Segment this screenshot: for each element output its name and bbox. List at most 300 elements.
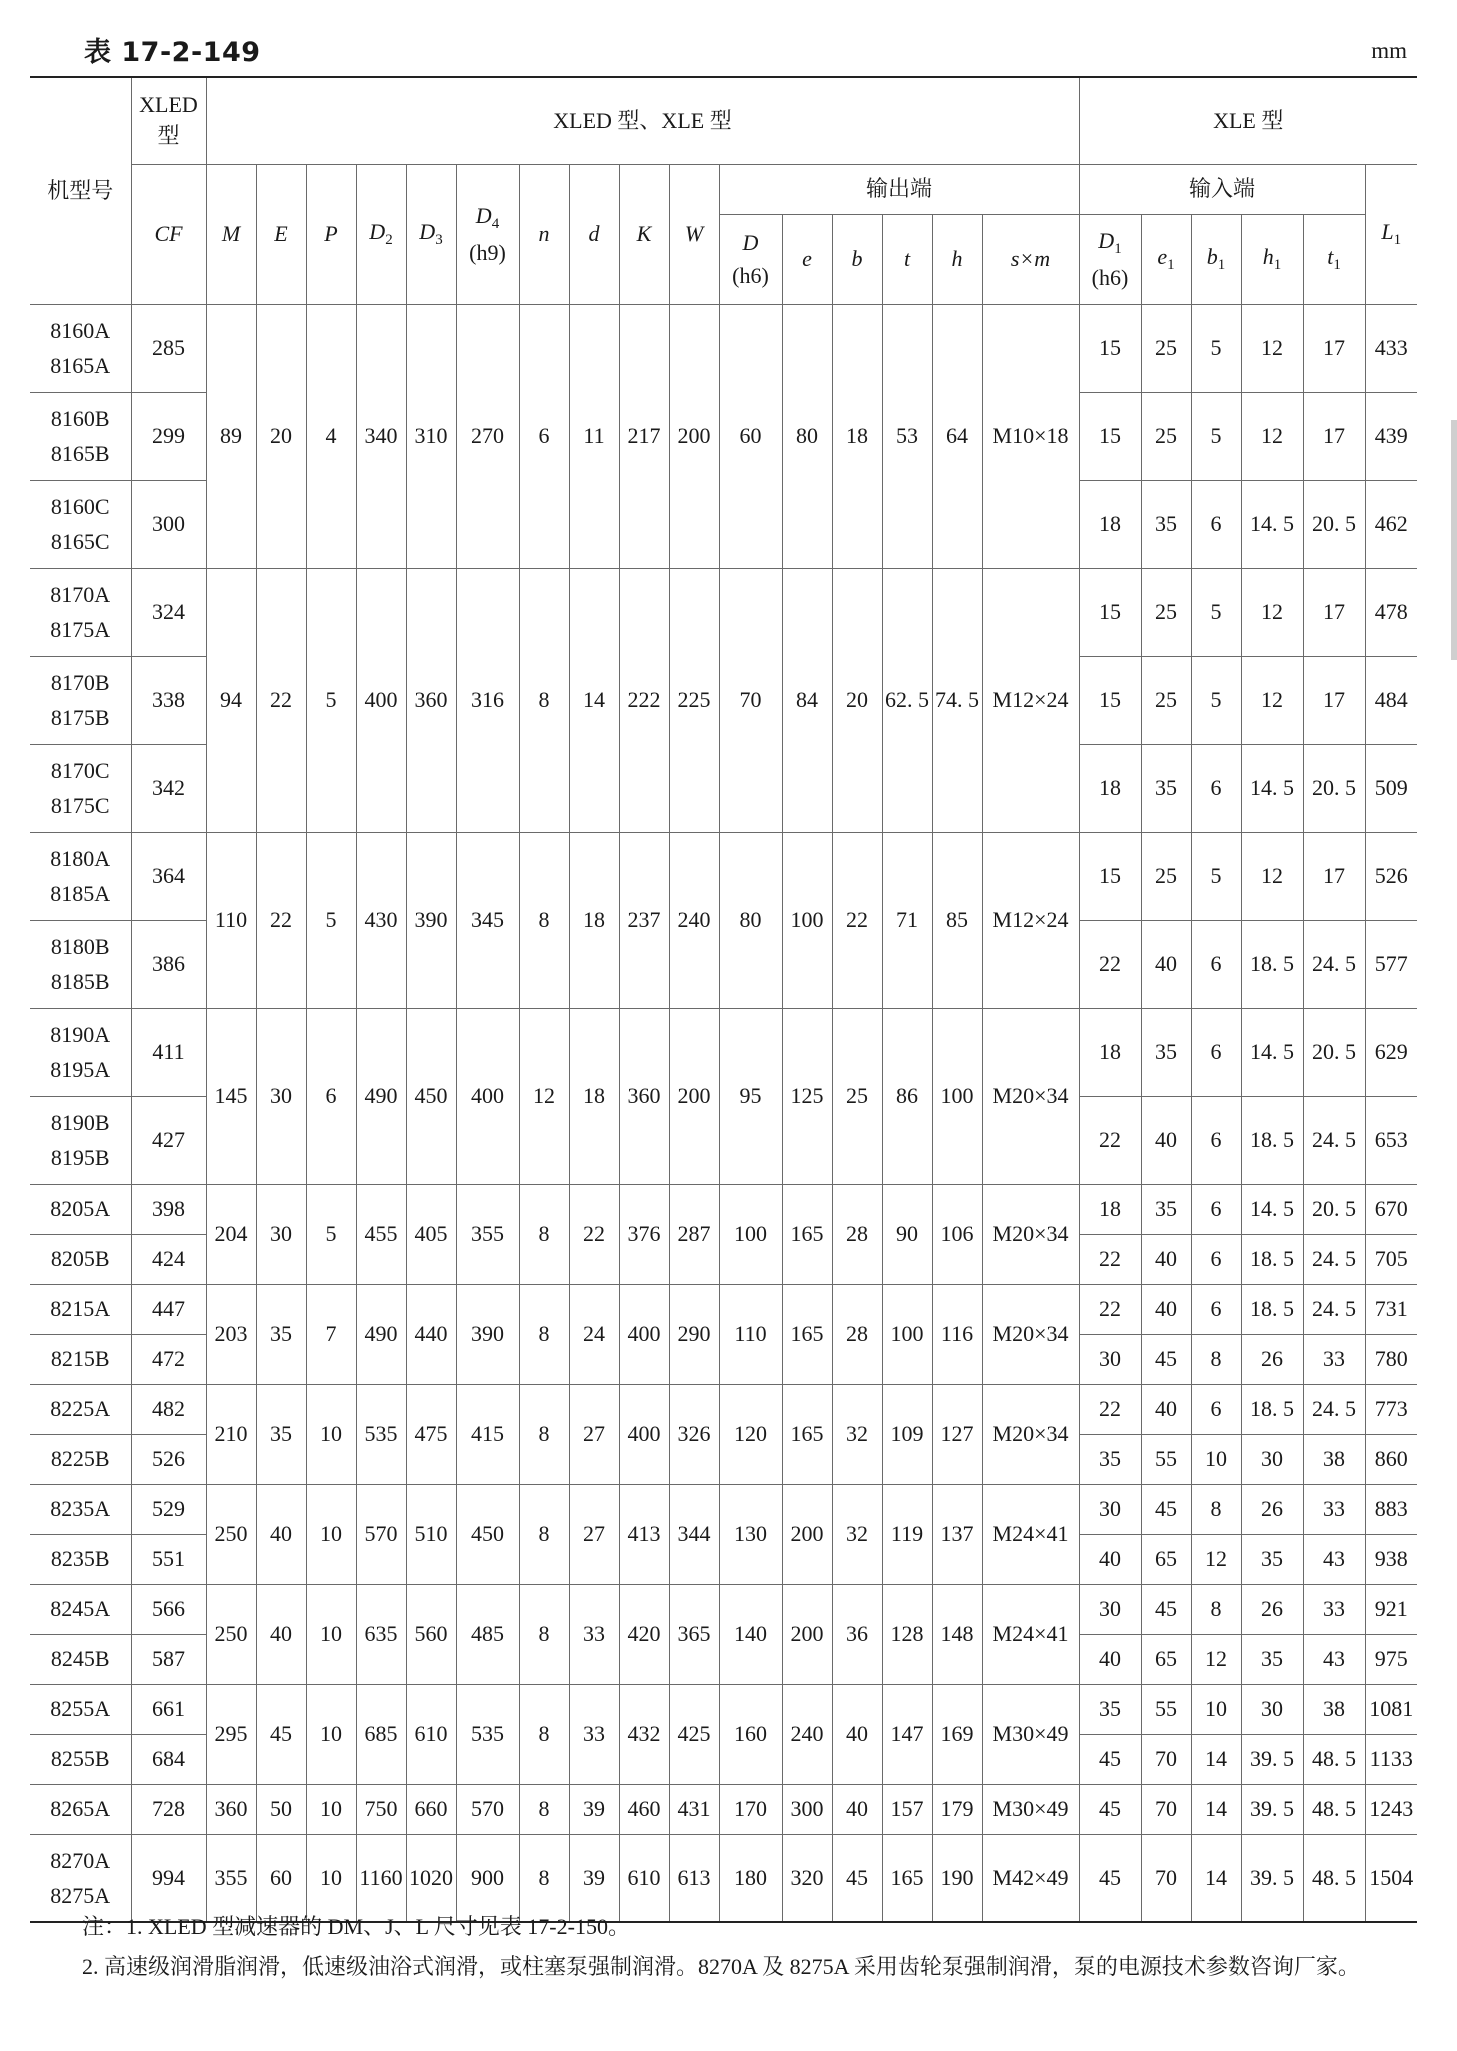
input-dim-cell: 18. 5 [1241,1234,1303,1284]
shared-dim-cell: 610 [406,1684,456,1784]
shared-dim-cell: 95 [719,1008,782,1184]
shared-dim-cell: 14 [569,568,619,832]
shared-dim-cell: 405 [406,1184,456,1284]
input-dim-cell: 25 [1141,392,1191,480]
input-dim-cell: 15 [1079,304,1141,392]
input-dim-cell: 35 [1141,1008,1191,1096]
shared-dim-cell: 400 [456,1008,519,1184]
table-row [30,1284,1417,1334]
input-dim-cell: 45 [1141,1484,1191,1534]
shared-dim-cell: 125 [782,1008,832,1184]
shared-dim-cell: 94 [206,568,256,832]
header-d2: $D_2$ [356,164,406,304]
shared-dim-cell: 535 [356,1384,406,1484]
l1-cell: 1504 [1365,1834,1417,1922]
input-dim-cell: 48. 5 [1303,1784,1365,1834]
input-dim-cell: 6 [1191,1184,1241,1234]
input-dim-cell: 39. 5 [1241,1734,1303,1784]
l1-cell: 670 [1365,1184,1417,1234]
input-dim-cell: 70 [1141,1784,1191,1834]
shared-dim-cell: 344 [669,1484,719,1584]
shared-dim-cell: 340 [356,304,406,568]
shared-dim-cell: 53 [882,304,932,568]
shared-dim-cell: 22 [832,832,882,1008]
shared-dim-cell: 39 [569,1834,619,1922]
l1-cell: 921 [1365,1584,1417,1634]
header-e: E [256,164,306,304]
header-xled-xle-type: XLED 型、XLE 型 [206,77,1079,164]
input-dim-cell: 38 [1303,1684,1365,1734]
input-dim-cell: 35 [1141,1184,1191,1234]
shared-dim-cell: 8 [519,832,569,1008]
model-cell [30,1484,131,1534]
shared-dim-cell: 20 [832,568,882,832]
l1-cell: 526 [1365,832,1417,920]
shared-dim-cell: 460 [619,1784,669,1834]
shared-dim-cell: 450 [406,1008,456,1184]
shared-dim-cell: 432 [619,1684,669,1784]
shared-dim-cell: 210 [206,1384,256,1484]
shared-dim-cell: 320 [782,1834,832,1922]
input-dim-cell: 17 [1303,568,1365,656]
shared-dim-cell: 8 [519,1284,569,1384]
shared-dim-cell: 24 [569,1284,619,1384]
input-dim-cell: 45 [1141,1584,1191,1634]
shared-dim-cell: 140 [719,1584,782,1684]
cf-cell: 386 [131,920,206,1008]
l1-cell: 509 [1365,744,1417,832]
shared-dim-cell: 100 [932,1008,982,1184]
l1-cell: 1133 [1365,1734,1417,1784]
table-row [30,1384,1417,1434]
cf-cell: 661 [131,1684,206,1734]
l1-cell: 780 [1365,1334,1417,1384]
input-dim-cell: 12 [1191,1534,1241,1584]
shared-dim-cell: 203 [206,1284,256,1384]
input-dim-cell: 6 [1191,1234,1241,1284]
table-row [30,1684,1417,1734]
shared-dim-cell: 18 [832,304,882,568]
header-input-end: 输入端 [1079,164,1365,214]
input-dim-cell: 8 [1191,1584,1241,1634]
shared-dim-cell: 160 [719,1684,782,1784]
input-dim-cell: 6 [1191,1284,1241,1334]
input-dim-cell: 24. 5 [1303,1096,1365,1184]
shared-dim-cell: M20×34 [982,1184,1079,1284]
header-d: d [569,164,619,304]
shared-dim-cell: 110 [719,1284,782,1384]
shared-dim-cell: 455 [356,1184,406,1284]
shared-dim-cell: 900 [456,1834,519,1922]
input-dim-cell: 40 [1141,1096,1191,1184]
input-dim-cell: 35 [1141,480,1191,568]
shared-dim-cell: 290 [669,1284,719,1384]
l1-cell: 773 [1365,1384,1417,1434]
shared-dim-cell: 390 [456,1284,519,1384]
header-xle-type: XLE 型 [1079,77,1417,164]
input-dim-cell: 30 [1079,1334,1141,1384]
shared-dim-cell: 30 [256,1008,306,1184]
table-notes [60,1907,1427,1987]
input-dim-cell: 6 [1191,480,1241,568]
model-number: 8185A [50,881,111,906]
shared-dim-cell: 8 [519,1834,569,1922]
shared-dim-cell: 415 [456,1384,519,1484]
input-dim-cell: 18 [1079,1184,1141,1234]
shared-dim-cell: 8 [519,1184,569,1284]
input-dim-cell: 39. 5 [1241,1784,1303,1834]
input-dim-cell: 6 [1191,1008,1241,1096]
input-dim-cell: 15 [1079,392,1141,480]
shared-dim-cell: 200 [669,1008,719,1184]
input-dim-cell: 45 [1079,1784,1141,1834]
input-dim-cell: 33 [1303,1484,1365,1534]
shared-dim-cell: 5 [306,568,356,832]
shared-dim-cell: 18 [569,1008,619,1184]
shared-dim-cell: 316 [456,568,519,832]
shared-dim-cell: 20 [256,304,306,568]
header-n: n [519,164,569,304]
shared-dim-cell: 145 [206,1008,256,1184]
shared-dim-cell: M20×34 [982,1284,1079,1384]
input-dim-cell: 35 [1241,1634,1303,1684]
model-cell [30,1184,131,1234]
shared-dim-cell: 7 [306,1284,356,1384]
input-dim-cell: 30 [1079,1584,1141,1634]
shared-dim-cell: 80 [782,304,832,568]
shared-dim-cell: 8 [519,568,569,832]
model-number: 8185B [50,969,110,994]
shared-dim-cell: 120 [719,1384,782,1484]
shared-dim-cell: 10 [306,1484,356,1584]
model-cell [30,1784,131,1834]
shared-dim-cell: 62. 5 [882,568,932,832]
shared-dim-cell: 130 [719,1484,782,1584]
model-number: 8245B [50,1646,110,1672]
input-dim-cell: 18. 5 [1241,1284,1303,1334]
shared-dim-cell: 8 [519,1584,569,1684]
shared-dim-cell: 413 [619,1484,669,1584]
input-dim-cell: 33 [1303,1584,1365,1634]
shared-dim-cell: 27 [569,1384,619,1484]
header-h1: $h_1$ [1241,214,1303,304]
shared-dim-cell: 450 [456,1484,519,1584]
input-dim-cell: 12 [1191,1634,1241,1684]
model-cell [30,1008,131,1096]
shared-dim-cell: 74. 5 [932,568,982,832]
input-dim-cell: 12 [1241,656,1303,744]
input-dim-cell: 22 [1079,1234,1141,1284]
shared-dim-cell: 35 [256,1284,306,1384]
table-row [30,304,1417,392]
shared-dim-cell: 165 [782,1184,832,1284]
input-dim-cell: 15 [1079,832,1141,920]
shared-dim-cell: 40 [256,1484,306,1584]
model-cell [30,1634,131,1684]
table-row [30,1008,1417,1096]
shared-dim-cell: M10×18 [982,304,1079,568]
shared-dim-cell: 180 [719,1834,782,1922]
shared-dim-cell: 127 [932,1384,982,1484]
input-dim-cell: 10 [1191,1684,1241,1734]
shared-dim-cell: 40 [832,1784,882,1834]
shared-dim-cell: 22 [256,832,306,1008]
input-dim-cell: 22 [1079,920,1141,1008]
shared-dim-cell: M24×41 [982,1584,1079,1684]
input-dim-cell: 40 [1079,1534,1141,1584]
model-cell [30,832,131,920]
header-d4: $D_4$ (h9) [456,164,519,304]
shared-dim-cell: 8 [519,1784,569,1834]
cf-cell: 728 [131,1784,206,1834]
dimension-table [30,76,1417,1923]
shared-dim-cell: 86 [882,1008,932,1184]
shared-dim-cell: 490 [356,1284,406,1384]
model-number: 8175C [50,793,110,818]
model-number: 8275A [50,1882,111,1908]
cf-cell: 342 [131,744,206,832]
shared-dim-cell: 119 [882,1484,932,1584]
shared-dim-cell: 200 [782,1484,832,1584]
model-cell [30,1096,131,1184]
l1-cell: 478 [1365,568,1417,656]
input-dim-cell: 65 [1141,1534,1191,1584]
input-dim-cell: 33 [1303,1334,1365,1384]
input-dim-cell: 5 [1191,832,1241,920]
cf-cell: 338 [131,656,206,744]
model-cell [30,1334,131,1384]
input-dim-cell: 40 [1141,920,1191,1008]
shared-dim-cell: 1020 [406,1834,456,1922]
model-cell [30,1734,131,1784]
model-number: 8205B [50,1246,110,1272]
input-dim-cell: 26 [1241,1584,1303,1634]
input-dim-cell: 43 [1303,1534,1365,1584]
l1-cell: 883 [1365,1484,1417,1534]
shared-dim-cell: 535 [456,1684,519,1784]
header-k: K [619,164,669,304]
input-dim-cell: 5 [1191,392,1241,480]
shared-dim-cell: 85 [932,832,982,1008]
shared-dim-cell: 28 [832,1284,882,1384]
shared-dim-cell: 25 [832,1008,882,1184]
shared-dim-cell: 100 [882,1284,932,1384]
input-dim-cell: 5 [1191,304,1241,392]
model-number: 8215A [50,1296,111,1322]
header-d1: $D_1$ (h6) [1079,214,1141,304]
input-dim-cell: 6 [1191,744,1241,832]
model-number: 8255B [50,1746,110,1772]
cf-cell: 529 [131,1484,206,1534]
model-cell [30,1434,131,1484]
input-dim-cell: 5 [1191,568,1241,656]
shared-dim-cell: 128 [882,1584,932,1684]
shared-dim-cell: M30×49 [982,1684,1079,1784]
shared-dim-cell: 6 [306,1008,356,1184]
model-cell [30,1534,131,1584]
model-number: 8235B [50,1546,110,1572]
shared-dim-cell: 270 [456,304,519,568]
model-cell [30,1284,131,1334]
shared-dim-cell: 110 [206,832,256,1008]
l1-cell: 439 [1365,392,1417,480]
input-dim-cell: 25 [1141,832,1191,920]
shared-dim-cell: 148 [932,1584,982,1684]
cf-cell: 566 [131,1584,206,1634]
header-e1: $e_1$ [1141,214,1191,304]
shared-dim-cell: 32 [832,1484,882,1584]
shared-dim-cell: 750 [356,1784,406,1834]
shared-dim-cell: 365 [669,1584,719,1684]
table-row [30,1584,1417,1634]
shared-dim-cell: 685 [356,1684,406,1784]
input-dim-cell: 48. 5 [1303,1834,1365,1922]
shared-dim-cell: 106 [932,1184,982,1284]
shared-dim-cell: M20×34 [982,1008,1079,1184]
l1-cell: 577 [1365,920,1417,1008]
shared-dim-cell: 240 [782,1684,832,1784]
shared-dim-cell: 116 [932,1284,982,1384]
model-number: 8265A [50,1796,111,1822]
input-dim-cell: 15 [1079,656,1141,744]
shared-dim-cell: 27 [569,1484,619,1584]
shared-dim-cell: 22 [569,1184,619,1284]
header-l1: $L_1$ [1365,164,1417,304]
shared-dim-cell: 430 [356,832,406,1008]
shared-dim-cell: 50 [256,1784,306,1834]
shared-dim-cell: 179 [932,1784,982,1834]
header-b-out: b [832,214,882,304]
input-dim-cell: 18. 5 [1241,1384,1303,1434]
input-dim-cell: 20. 5 [1303,1184,1365,1234]
input-dim-cell: 20. 5 [1303,480,1365,568]
model-number: 8160A [50,317,111,343]
input-dim-cell: 17 [1303,656,1365,744]
header-h-out: h [932,214,982,304]
l1-cell: 705 [1365,1234,1417,1284]
cf-cell: 285 [131,304,206,392]
header-t1: $t_1$ [1303,214,1365,304]
input-dim-cell: 6 [1191,1096,1241,1184]
input-dim-cell: 14 [1191,1734,1241,1784]
l1-cell: 938 [1365,1534,1417,1584]
header-t-out: t [882,214,932,304]
shared-dim-cell: 169 [932,1684,982,1784]
shared-dim-cell: 570 [356,1484,406,1584]
l1-cell: 1081 [1365,1684,1417,1734]
model-number: 8160B [50,405,110,431]
input-dim-cell: 45 [1141,1334,1191,1384]
shared-dim-cell: 147 [882,1684,932,1784]
shared-dim-cell: 360 [206,1784,256,1834]
shared-dim-cell: 28 [832,1184,882,1284]
shared-dim-cell: 45 [256,1684,306,1784]
shared-dim-cell: 240 [669,832,719,1008]
cf-cell: 424 [131,1234,206,1284]
input-dim-cell: 35 [1079,1684,1141,1734]
shared-dim-cell: 485 [456,1584,519,1684]
shared-dim-cell: 22 [256,568,306,832]
header-row-2 [30,164,1417,214]
shared-dim-cell: 70 [719,568,782,832]
shared-dim-cell: 510 [406,1484,456,1584]
input-dim-cell: 14. 5 [1241,1008,1303,1096]
input-dim-cell: 24. 5 [1303,1234,1365,1284]
input-dim-cell: 45 [1079,1834,1141,1922]
shared-dim-cell: 355 [206,1834,256,1922]
header-sxm: s×m [982,214,1079,304]
cf-cell: 447 [131,1284,206,1334]
input-dim-cell: 17 [1303,392,1365,480]
model-cell [30,1384,131,1434]
input-dim-cell: 24. 5 [1303,920,1365,1008]
input-dim-cell: 39. 5 [1241,1834,1303,1922]
input-dim-cell: 8 [1191,1334,1241,1384]
cf-cell: 994 [131,1834,206,1922]
model-number: 8205A [50,1196,111,1222]
shared-dim-cell: 33 [569,1684,619,1784]
input-dim-cell: 70 [1141,1734,1191,1784]
input-dim-cell: 30 [1241,1434,1303,1484]
input-dim-cell: 25 [1141,568,1191,656]
model-number: 8190A [50,1021,111,1047]
shared-dim-cell: 400 [356,568,406,832]
input-dim-cell: 20. 5 [1303,1008,1365,1096]
shared-dim-cell: 217 [619,304,669,568]
model-number: 8165B [50,441,110,466]
model-number: 8175B [50,705,110,730]
table-caption: 表 17-2-149 [84,37,261,68]
shared-dim-cell: M12×24 [982,832,1079,1008]
l1-cell: 462 [1365,480,1417,568]
unit-label: mm [1371,38,1407,63]
model-number: 8160C [50,493,110,519]
shared-dim-cell: 250 [206,1584,256,1684]
input-dim-cell: 55 [1141,1684,1191,1734]
shared-dim-cell: 100 [719,1184,782,1284]
model-cell [30,1234,131,1284]
shared-dim-cell: 5 [306,832,356,1008]
header-e-out: e [782,214,832,304]
shared-dim-cell: 30 [256,1184,306,1284]
shared-dim-cell: 295 [206,1684,256,1784]
input-dim-cell: 40 [1141,1384,1191,1434]
input-dim-cell: 20. 5 [1303,744,1365,832]
model-cell [30,1684,131,1734]
input-dim-cell: 35 [1079,1434,1141,1484]
model-number: 8235A [50,1496,111,1522]
table-row [30,1184,1417,1234]
model-number: 8245A [50,1596,111,1622]
input-dim-cell: 22 [1079,1284,1141,1334]
cf-cell: 482 [131,1384,206,1434]
header-model-no: 机型号 [30,77,131,304]
header-p: P [306,164,356,304]
shared-dim-cell: M12×24 [982,568,1079,832]
cf-cell: 324 [131,568,206,656]
model-cell [30,568,131,656]
input-dim-cell: 35 [1141,744,1191,832]
model-cell [30,744,131,832]
shared-dim-cell: 4 [306,304,356,568]
shared-dim-cell: 60 [256,1834,306,1922]
model-number: 8225A [50,1396,111,1422]
shared-dim-cell: 400 [619,1384,669,1484]
shared-dim-cell: 165 [782,1284,832,1384]
page-edge-tab [1451,420,1457,660]
input-dim-cell: 70 [1141,1834,1191,1922]
shared-dim-cell: 165 [782,1384,832,1484]
